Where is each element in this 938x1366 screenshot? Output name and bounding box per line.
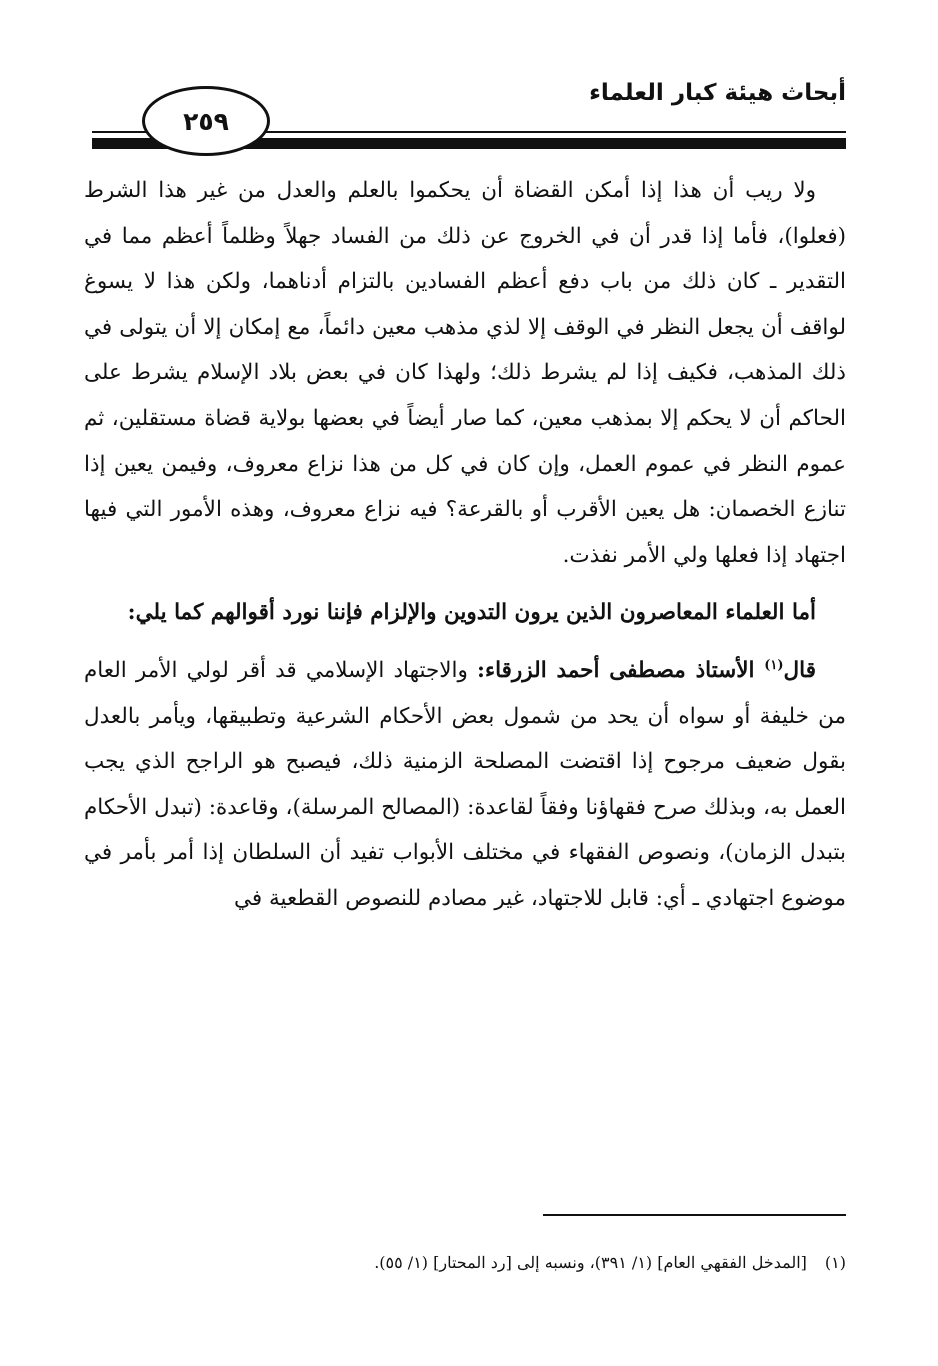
quote-intro-before-ref: قال [783, 657, 816, 683]
section-heading: أما العلماء المعاصرون الذين يرون التدوين والإلزام فإننا نورد أقوالهم كما يلي: [127, 600, 816, 626]
running-title: أبحاث هيئة كبار العلماء [589, 80, 846, 106]
page-number-oval [142, 86, 270, 156]
paragraph-quote [84, 648, 846, 922]
footnote-number: (١) [824, 1253, 846, 1272]
page-number: ٢٥٩ [183, 106, 229, 136]
quote-intro-author: الأستاذ مصطفى أحمد الزرقاء: [477, 657, 765, 683]
footnote-text: [المدخل الفقهي العام] (١/ ٣٩١)، ونسبه إلى [رد المحتار] (١/ ٥٥). [374, 1253, 807, 1272]
paragraph-1: ولا ريب أن هذا إذا أمكن القضاة أن يحكموا بالعلم والعدل من غير هذا الشرط (فعلوا)، فأما إذا قدر أن في الخروج عن ذلك من الفساد جهلاً وظلماً أعظم مما في التقدير ـ كان ذلك من باب دفع أعظم الفسادين بالتزام أدناهما، ولكن هذا لا يسوغ لواقف أن يجعل النظر في الوقف إلا لذي مذهب معين دائماً، مع إمكان إلا أن يتولى في ذلك المذهب، فكيف إذا لم يشرط ذلك؛ ولهذا كان في بعض بلاد الإسلام يشرط على الحاكم أن لا يحكم إلا بمذهب معين، كما صار أيضاً في بعضها بولاية قضاة مستقلين، ثم عموم النظر في عموم العمل، وإن كان في كل من هذا نزاع معروف، وفيمن يعين إذا تنازع الخصمان: هل يعين الأقرب أو بالقرعة؟ فيه نزاع معروف، وهذه الأمور التي فيها اجتهاد إذا فعلها ولي الأمر نفذت. [84, 178, 846, 568]
footnote-separator [543, 1214, 846, 1216]
footnote [92, 1250, 846, 1276]
quote-text: والاجتهاد الإسلامي قد أقر لولي الأمر العام من خليفة أو سواه أن يحد من شمول بعض الأحكام الشرعية وتطبيقها، ويأمر بالعدل بقول ضعيف مرجوح إذا اقتضت المصلحة الزمنية ذلك، فيصبح هو الراجح الذي يجب العمل به، وبذلك صرح فقهاؤنا وفقاً لقاعدة: (المصالح المرسلة)، وقاعدة: (تبدل الأحكام بتبدل الزمان)، ونصوص الفقهاء في مختلف الأبواب تفيد أن السلطان إذا أمر بأمر في موضوع اجتهادي ـ أي: قابل للاجتهاد، غير مصادم للنصوص القطعية في [84, 657, 846, 911]
footnote-reference[interactable]: (١) [764, 657, 784, 673]
main-text [84, 168, 846, 922]
